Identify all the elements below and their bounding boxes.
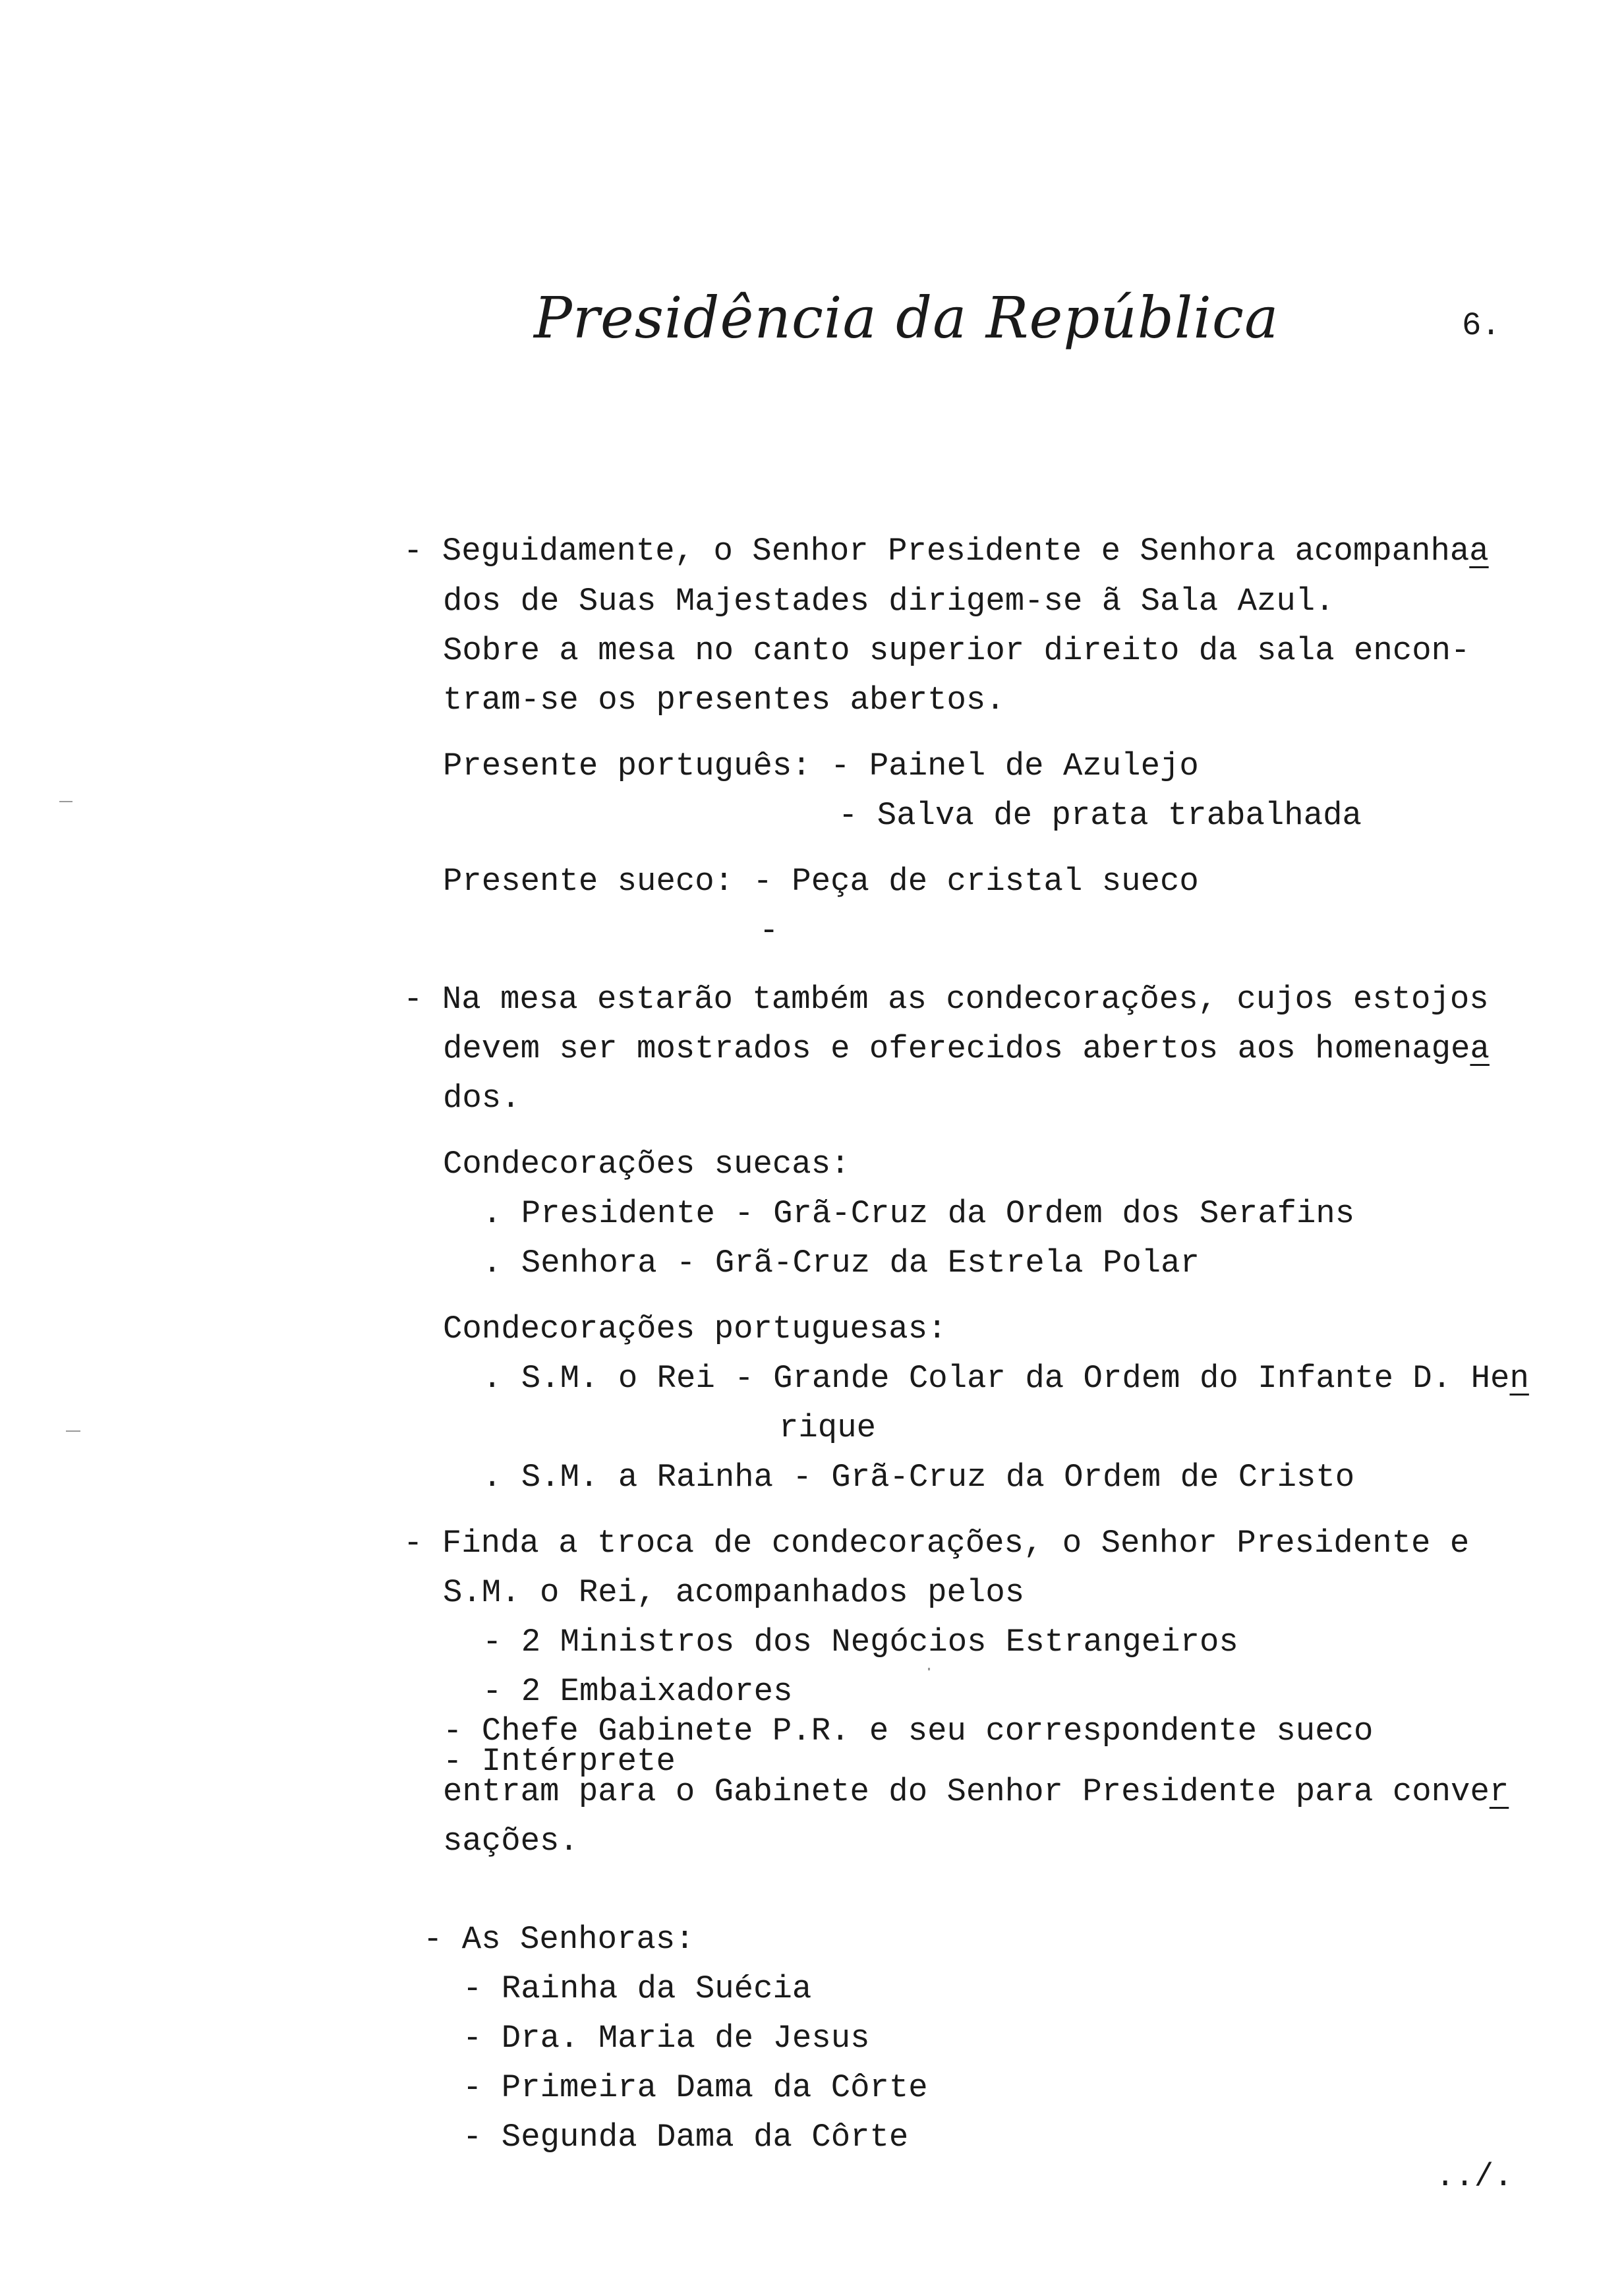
page-number: 6. [1462, 307, 1501, 344]
lady-item-2: - Dra. Maria de Jesus [463, 2020, 870, 2057]
lady-item-4: - Segunda Dama da Côrte [463, 2119, 909, 2156]
section1-line1: - Seguidamente, o Senhor Presidente e Senhora acompanhaa [403, 533, 1489, 570]
swedish-decorations-heading: Condecorações suecas: [443, 1146, 850, 1183]
section1-line3: Sobre a mesa no canto superior direito da sala encon- [443, 632, 1470, 669]
portuguese-decoration-1: . S.M. o Rei - Grande Colar da Ordem do Infante D. Hen [482, 1360, 1529, 1397]
attendee-item-1: - 2 Ministros dos Negócios Estrangeiros [482, 1624, 1238, 1661]
lady-item-1: - Rainha da Suécia [463, 1970, 812, 2007]
attendee-item-3: - Chefe Gabinete P.R. e seu correspondente sueco [443, 1713, 1374, 1750]
section2-line2: devem ser mostrados e oferecidos abertos aos homenagea [443, 1030, 1490, 1067]
scan-speck [59, 801, 72, 802]
ladies-heading: - As Senhoras: [423, 1921, 695, 1958]
swedish-gift-2: - [759, 912, 779, 949]
portuguese-decorations-heading: Condecorações portuguesas: [443, 1310, 947, 1347]
swedish-decoration-2: . Senhora - Grã-Cruz da Estrela Polar [482, 1245, 1200, 1281]
section3-line1: - Finda a troca de condecorações, o Senhor Presidente e [403, 1525, 1470, 1562]
section3-line2: S.M. o Rei, acompanhados pelos [443, 1574, 1025, 1611]
section1-line2: dos de Suas Majestades dirigem-se ã Sala Azul. [443, 583, 1335, 620]
scan-speck [928, 1668, 930, 1670]
section2-line1: - Na mesa estarão também as condecorações, cujos estojos [403, 981, 1489, 1018]
section3-line4: sações. [443, 1823, 579, 1860]
continuation-mark: ../. [1436, 2158, 1513, 2195]
swedish-decoration-1: . Presidente - Grã-Cruz da Ordem dos Serafins [482, 1195, 1355, 1232]
attendee-item-4: - Intérprete [443, 1743, 676, 1780]
swedish-gift-1: Presente sueco: - Peça de cristal sueco [443, 863, 1199, 900]
section1-line4: tram-se os presentes abertos. [443, 682, 1005, 719]
section3-line3: entram para o Gabinete do Senhor Presidente para conver [443, 1773, 1509, 1810]
lady-item-3: - Primeira Dama da Côrte [463, 2069, 928, 2106]
attendee-item-2: - 2 Embaixadores [482, 1673, 793, 1710]
portuguese-decoration-1-cont: rique [779, 1409, 877, 1446]
portuguese-decoration-2: . S.M. a Rainha - Grã-Cruz da Ordem de Cristo [482, 1459, 1355, 1496]
portuguese-gift-2: - Salva de prata trabalhada [838, 797, 1362, 834]
scan-speck [66, 1430, 80, 1432]
portuguese-gift-1: Presente português: - Painel de Azulejo [443, 748, 1199, 784]
letterhead-title: Presidência da República [534, 285, 1279, 351]
section2-line3: dos. [443, 1080, 521, 1117]
